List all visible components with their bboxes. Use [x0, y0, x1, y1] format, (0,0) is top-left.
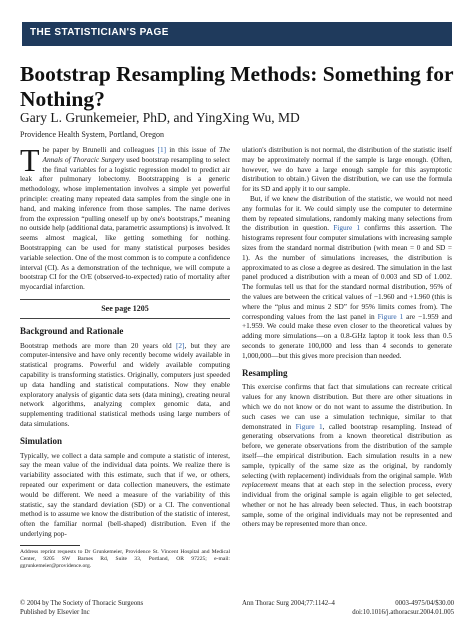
heading-simulation: Simulation [20, 435, 63, 446]
intro-paragraph [20, 142, 231, 292]
with-replacement-term: With replacement [242, 470, 452, 490]
right-paragraph-2 [242, 194, 452, 361]
resampling-paragraph [242, 382, 452, 529]
reprint-footnote: Address reprint requests to Dr Grunkemeier, Providence St. Vincent Hospital and Medical Center, 9205 SW Barnes Rd, Suite 33, Portland, OR 97225; e-mail: ggrunkemeier@providence.org. [20, 548, 230, 569]
right-column [242, 145, 452, 529]
figure-link-2[interactable]: Figure 1 [377, 311, 404, 321]
background-text-2: , but they are computer-intensive and have only recently become widely available in statistical programs. Powerful and widely available computing capability is transforming statistics. Originally, computers just speeded up data handling and statistical computations. Now they enable exploratory analysis of gigantic data sets (data mining), creating neural network algorithms, analyzing complex genomic data, and supplementing traditional statistical methods using large numbers of data simulations. [20, 340, 230, 428]
footer-citation: Ann Thorac Surg 2004;77:1142–4 [242, 600, 335, 607]
issn-line: 0003-4975/04/$30.00 [395, 600, 454, 607]
right-text-2a: But, if we knew the distribution of the statistic, we would not need any formulas for it. We could simply use the computer to determine them by repeated simulations, randomly making many selections from the distribution in question. [242, 193, 452, 233]
figure-link-3[interactable]: Figure 1 [295, 421, 323, 431]
simulation-paragraph: Typically, we collect a data sample and compute a statistic of interest, say the mean value of the individual data points. We realize there is variability associated with this estimate, such that if we, or others, repeated our experiment or data collection maneuvers, the estimate would be different. We need a measure of the variability of this statistic, say the standard deviation (SD) or a CI. The conventional method is to assume we know the distribution of the statistic of interest, often the familiar normal (bell-shaped) distribution. Even if the underlying pop- [20, 450, 230, 538]
right-text-2c: are −1.959 and +1.959. We could make these even closer to the theoretical values by adding more simulations—on a 0.8-GHz laptop it took less than 0.5 seconds to generate 100,000 and less than 4 seconds to generate 1,000,000—but this gives more precision than needed. [242, 311, 452, 360]
reference-link-2[interactable]: [2] [175, 340, 185, 350]
intro-text-1: he paper by Brunelli and colleagues [42, 145, 158, 154]
article-affiliation: Providence Health System, Portland, Oregon [20, 130, 164, 139]
publisher-line: Published by Elsevier Inc [20, 608, 90, 616]
resampling-text-b: , called bootstrap resampling. Instead of generating observations from a known theoretical distribution as before, we generate observations from the distribution of the sample itself—the empirical distribution. Each simulation results in a new sample, typically of the same size as the original, by randomly selecting (with replacement) individuals from the original sample. [242, 421, 452, 480]
article-title: Bootstrap Resampling Methods: Something for Nothing? [20, 62, 454, 111]
figure-link-1[interactable]: Figure 1 [333, 223, 361, 233]
heading-background: Background and Rationale [20, 325, 124, 336]
footnote-divider [20, 545, 80, 546]
journal-name: The Annals of Thoracic Surgery [42, 145, 231, 164]
footer-identifiers [352, 600, 454, 617]
footer-publisher [20, 600, 143, 617]
doi-line: doi:10.1016/j.athoracsur.2004.01.005 [352, 608, 454, 616]
intro-text-2: in this issue of [166, 145, 220, 154]
section-banner [22, 22, 452, 46]
article-authors: Gary L. Grunkemeier, PhD, and YingXing Wu, MD [20, 110, 300, 125]
resampling-text-c: means that at each step in the selection process, every individual from the original sample is again eligible to get selected, whether or not he has already been selected. Thus, in each bootstrap sample, some of the original individuals may not be represented and others may be represented more than once. [242, 480, 452, 529]
copyright-line: © 2004 by The Society of Thoracic Surgeons [20, 600, 144, 607]
resampling-text-a: This exercise confirms that fact that simulations can recreate critical values for any known distribution. But there are other situations in which we do not know or do not want to assume the distribution. In such cases we can use a simulation technique, similar to that demonstrated in [242, 382, 452, 431]
left-column [20, 142, 231, 570]
right-paragraph-1: ulation's distribution is not normal, the distribution of the statistic itself may be approximately normal if the sample is large enough. (Often, however, we do have a large enough sample for this asymptotic distribution to obtain.) Given the distribution, we can use the formula for its SD and apply it to our sample. [242, 145, 452, 194]
background-text-1: Bootstrap methods are more than 20 years old [20, 340, 176, 350]
right-text-2b: confirms this assertion. The histograms represent four computer simulations with increasing sample sizes from the standard normal distribution (with mean = 0 and SD = 1). As the number of simulations increases, the distribution is approximated to as close a degree as desired. The simulation in the last panel produced a distribution with a mean of 0.003 and SD of 1.002. The formulas tell us that for the standard normal distribution, 95% of the values are between the critical values of −1.960 and +1.960 (this is where the “plus and minus 2 SD” for 95% limits comes from). The corresponding values from the last panel in [242, 223, 452, 321]
heading-resampling: Resampling [242, 367, 288, 378]
see-page-box: See page 1205 [20, 299, 230, 319]
intro-text-3: used bootstrap resampling to select the final variables for a logistic regression model to predict air leak after pulmonary lobectomy. Bootstrapping is a generic methodology, whose implementation involves a simple yet powerful principle: creating many repeated data samples from the single one in hand, and making inference from those samples. The name derives from the expression “pulling oneself up by one's bootstraps,” meaning no outside help (additional data, parametric assumptions) is involved. It seems almost magical, like getting something for nothing. Bootstrapping can be used for many statistical purposes besides variable selection. One of the most common is to compute a confidence interval (CI). As a demonstration of the technique, we will compute a bootstrap CI for the O/E (observed-to-expected) ratio of mortality after myocardial infarction. [20, 154, 230, 292]
banner-text: THE STATISTICIAN'S PAGE [30, 27, 169, 38]
background-paragraph [20, 341, 230, 429]
drop-cap: T [20, 142, 40, 178]
reference-link-1[interactable]: [1] [157, 145, 167, 154]
